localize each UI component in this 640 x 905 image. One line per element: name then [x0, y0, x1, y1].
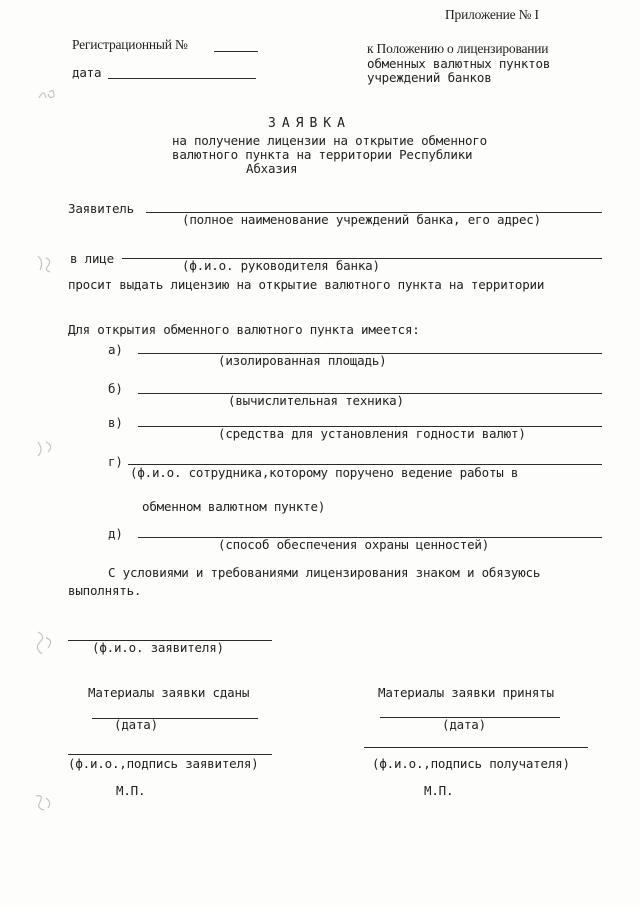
appendix-line-4: учреждений банков: [367, 70, 492, 85]
item-d-letter: д): [108, 526, 123, 541]
item-b-letter: б): [108, 381, 123, 396]
bleed-mark-5: [32, 790, 56, 814]
item-g-letter: г): [108, 454, 123, 469]
item-d-hint: (способ обеспечения охраны ценностей): [218, 537, 490, 552]
receiver-sign-hint: (ф.и.о.,подпись получателя): [372, 756, 570, 771]
resources-intro: Для открытия обменного валютного пункта имеется:: [68, 322, 420, 337]
represented-label: в лице: [70, 251, 114, 266]
item-b-hint: (вычислительная техника): [228, 393, 404, 408]
received-date-hint: (дата): [442, 717, 486, 732]
stamp-right: М.П.: [424, 783, 454, 798]
request-text: просит выдать лицензию на открытие валютного пункта на территории: [68, 277, 545, 292]
bleed-mark-1: [36, 84, 60, 104]
form-subtitle-3: Абхазия: [246, 161, 298, 176]
applicant-sign-line[interactable]: [68, 754, 272, 755]
applicant-hint: (полное наименование учреждений банка, его адрес): [182, 212, 541, 227]
form-subtitle-1: на получение лицензии на открытие обменного: [172, 133, 488, 148]
form-heading: ЗАЯВКА: [268, 116, 351, 131]
applicant-sign-hint: (ф.и.о.,подпись заявителя): [68, 756, 259, 771]
form-subtitle-2: валютного пункта на территории Республики: [172, 147, 473, 162]
bleed-mark-3: [34, 436, 58, 460]
registration-line[interactable]: [214, 51, 258, 52]
appendix-line-3: обменных валютных пунктов: [367, 56, 551, 71]
item-a-hint: (изолированная площадь): [218, 353, 387, 368]
item-v-hint: (средства для установления годности валют): [218, 426, 526, 441]
applicant-label: Заявитель: [68, 201, 134, 216]
item-v-letter: в): [108, 415, 123, 430]
applicant-fio-hint: (ф.и.о. заявителя): [92, 640, 224, 655]
appendix-line-2: к Положению о лицензировании: [367, 41, 549, 56]
bleed-mark-2: [34, 252, 58, 276]
bleed-mark-4: [32, 628, 58, 658]
agreement-line-2: выполнять.: [68, 583, 142, 598]
date-line[interactable]: [108, 78, 256, 79]
represented-hint: (ф.и.о. руководителя банка): [182, 258, 380, 273]
item-g-hint: (ф.и.о. сотрудника,которому поручено ведение работы в: [130, 465, 519, 480]
received-label: Материалы заявки приняты: [378, 685, 554, 700]
agreement-line-1: С условиями и требованиями лицензирования знаком и обязуюсь: [108, 565, 541, 580]
item-g-hint-cont: обменном валютном пункте): [142, 499, 326, 514]
appendix-title: Приложение № I: [445, 7, 539, 22]
stamp-left: М.П.: [116, 783, 146, 798]
submitted-date-hint: (дата): [114, 717, 158, 732]
item-a-letter: а): [108, 342, 123, 357]
submitted-label: Материалы заявки сданы: [88, 685, 250, 700]
date-label: дата: [72, 65, 102, 80]
receiver-sign-line[interactable]: [364, 747, 588, 748]
registration-label: Регистрационный №: [72, 37, 188, 52]
